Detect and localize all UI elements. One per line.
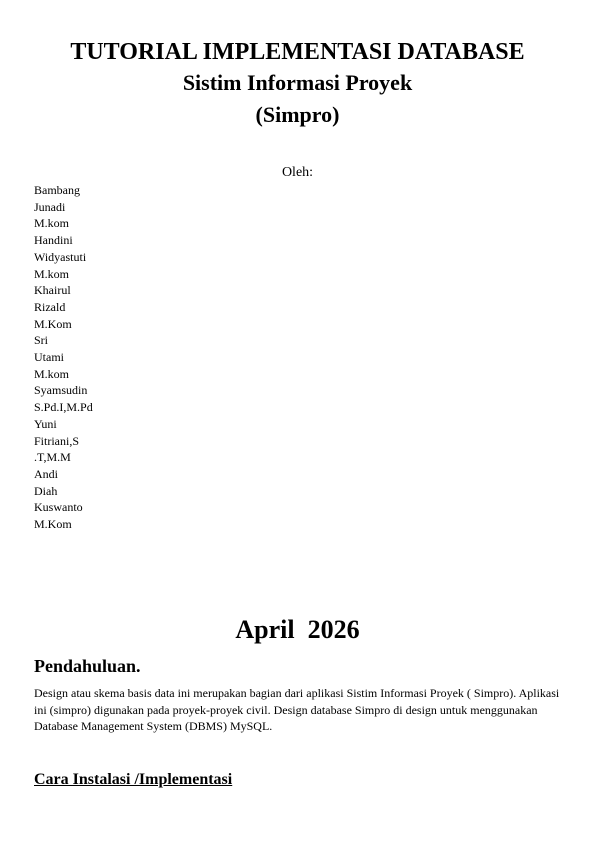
author-line: .T,M.M — [34, 450, 71, 465]
document-date: April 2026 — [235, 615, 360, 644]
author-line: Khairul — [34, 283, 71, 298]
document-subtitle-abbrev: (Simpro) — [255, 102, 340, 127]
author-line: Widyastuti — [34, 249, 87, 264]
author-line: M.kom — [34, 366, 70, 381]
author-line: Fitriani,S — [34, 433, 80, 448]
authors-label: Oleh: — [281, 165, 314, 180]
intro-heading: Pendahuluan. — [34, 656, 141, 676]
author-line: Sri — [34, 333, 49, 348]
author-line: Yuni — [34, 416, 57, 431]
author-line: M.kom — [34, 216, 70, 231]
intro-paragraph: Design atau skema basis data ini merupakan bagian dari aplikasi Sistim Informasi Proyek ( Simpro). Aplikasi ini (simpro) digunakan pada proyek-proyek civil. Design database Simpro di design untuk menggunakan Database Management System (DBMS) MySQL. — [34, 686, 560, 733]
author-line: Rizald — [34, 299, 66, 314]
author-line: M.kom — [34, 266, 70, 281]
document-title: TUTORIAL IMPLEMENTASI DATABASE — [70, 39, 525, 65]
author-line: Bambang — [34, 183, 80, 197]
author-line: Diah — [34, 483, 58, 498]
author-line: Utami — [34, 350, 64, 365]
document-subtitle: Sistim Informasi Proyek — [182, 70, 413, 95]
author-line: M.Kom — [34, 517, 72, 532]
install-heading: Cara Instalasi /Implementasi — [34, 771, 233, 788]
author-line: Syamsudin — [34, 383, 88, 398]
author-line: S.Pd.I,M.Pd — [34, 400, 93, 415]
author-line: Handini — [34, 233, 73, 248]
author-line: Kuswanto — [34, 500, 83, 515]
author-line: M.Kom — [34, 316, 72, 331]
authors-list — [34, 182, 93, 533]
author-line: Andi — [34, 466, 58, 481]
author-line: Junadi — [34, 199, 66, 214]
